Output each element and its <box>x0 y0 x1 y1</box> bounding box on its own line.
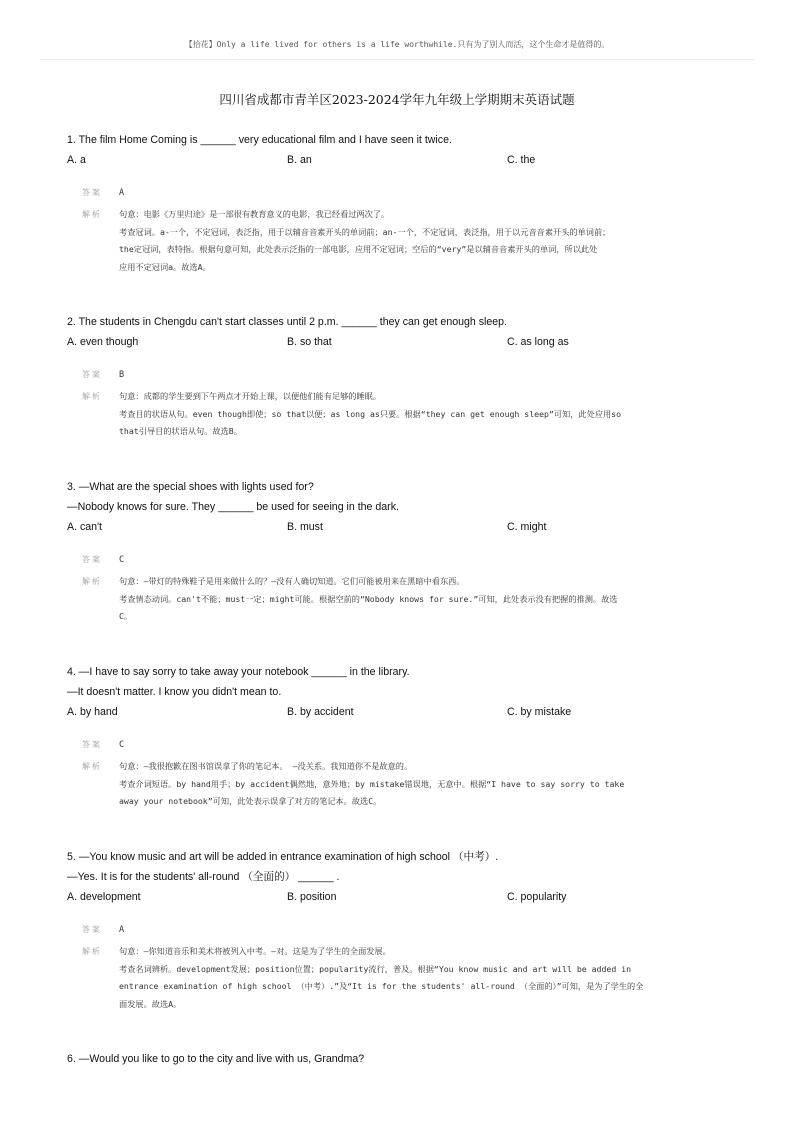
option-a: A. development <box>67 891 141 903</box>
answer-label: 答案 <box>82 740 102 749</box>
answer-value: C <box>119 740 125 750</box>
answer-value: A <box>119 925 125 935</box>
answer-value: C <box>119 555 125 565</box>
answer-row <box>67 736 727 754</box>
analysis-row <box>67 206 727 276</box>
analysis-line: 应用不定冠词a。故选A。 <box>119 261 211 272</box>
question-2 <box>67 312 727 441</box>
analysis-row <box>67 388 727 441</box>
question-4 <box>67 662 727 811</box>
question-options <box>67 517 727 537</box>
question-stem: 1. The film Home Coming is ______ very educational film and I have seen it twice. <box>67 134 452 146</box>
option-c: C. popularity <box>507 891 567 903</box>
analysis-line: 考查情态动词。can't不能；must一定；might可能。根据空前的“Nobody knows for sure.”可知，此处表示没有把握的推测。故选 <box>119 593 618 604</box>
answer-label: 答案 <box>82 370 102 379</box>
answer-row <box>67 921 727 939</box>
option-c: C. might <box>507 521 547 533</box>
analysis-line: entrance examination of high school （中考）.”及“It is for the students' all-round （全面的）”可知，是为了学生的全 <box>119 981 644 991</box>
question-5 <box>67 847 727 1013</box>
analysis-line: 考查介词短语。by hand用手；by accident偶然地，意外地；by mistake错误地，无意中。根据“I have to say sorry to take <box>119 778 625 789</box>
analysis-label: 解析 <box>82 577 102 586</box>
analysis-label: 解析 <box>82 947 102 956</box>
option-a: A. can't <box>67 521 102 533</box>
analysis-row <box>67 943 727 1013</box>
answer-row <box>67 184 727 202</box>
question-stem: —It doesn't matter. I know you didn't mean to. <box>67 686 282 698</box>
analysis-text <box>119 758 713 811</box>
answer-label: 答案 <box>82 188 102 197</box>
header-quote: 【拾花】Only a life lived for others is a life worthwhile.只有为了别人而活，这个生命才是值得的。 <box>184 40 610 49</box>
answer-label: 答案 <box>82 925 102 934</box>
question-stem: 5. —You know music and art will be added in entrance examination of high school （中考）. <box>67 851 499 863</box>
question-options <box>67 332 727 352</box>
analysis-line: 句意：—我很抱歉在图书馆误拿了你的笔记本。 —没关系。我知道你不是故意的。 <box>119 761 413 771</box>
analysis-line: the定冠词，表特指。根据句意可知，此处表示泛指的一部电影，应用不定冠词；空后的“very”是以辅音音素开头的单词，所以此处 <box>119 244 598 254</box>
analysis-text <box>119 573 713 626</box>
option-c: C. the <box>507 154 536 166</box>
analysis-text <box>119 388 713 441</box>
option-b: B. so that <box>287 336 332 348</box>
analysis-line: 句意：—带灯的特殊鞋子是用来做什么的？—没有人确切知道。它们可能被用来在黑暗中看东西。 <box>119 576 465 586</box>
analysis-line: that引导目的状语从句。故选B。 <box>119 426 242 436</box>
analysis-line: 考查冠词。a-一个，不定冠词，表泛指，用于以辅音音素开头的单词前；an-一个，不定冠词，表泛指，用于以元音音素开头的单词前； <box>119 226 611 237</box>
question-options <box>67 702 727 722</box>
question-stem: 2. The students in Chengdu can't start classes until 2 p.m. ______ they can get enough sleep. <box>67 316 507 328</box>
analysis-text <box>119 206 713 276</box>
question-stem: 6. —Would you like to go to the city and live with us, Grandma? <box>67 1053 365 1065</box>
option-c: C. as long as <box>507 336 569 348</box>
question-stem: —Nobody knows for sure. They ______ be used for seeing in the dark. <box>67 501 399 513</box>
question-3 <box>67 477 727 626</box>
analysis-row <box>67 758 727 811</box>
question-stem: 4. —I have to say sorry to take away your notebook ______ in the library. <box>67 666 410 678</box>
option-b: B. by accident <box>287 706 354 718</box>
question-options <box>67 887 727 907</box>
option-a: A. by hand <box>67 706 118 718</box>
analysis-line: 句意：—你知道音乐和美术将被列入中考。—对。这是为了学生的全面发展。 <box>119 946 391 956</box>
option-b: B. must <box>287 521 323 533</box>
analysis-line: C。 <box>119 611 133 621</box>
option-b: B. an <box>287 154 312 166</box>
answer-row <box>67 366 727 384</box>
answer-value: A <box>119 188 125 198</box>
answer-row <box>67 551 727 569</box>
analysis-line: 句意：电影《万里归途》是一部很有教育意义的电影，我已经看过两次了。 <box>119 209 390 219</box>
analysis-label: 解析 <box>82 210 102 219</box>
analysis-text <box>119 943 713 1013</box>
question-1 <box>67 130 727 276</box>
analysis-line: 考查目的状语从句。even though即使；so that以便；as long as只要。根据“they can get enough sleep”可知，此处应用so <box>119 408 622 419</box>
answer-value: B <box>119 370 125 380</box>
option-a: A. a <box>67 154 86 166</box>
analysis-label: 解析 <box>82 762 102 771</box>
option-c: C. by mistake <box>507 706 572 718</box>
header-divider <box>40 59 754 60</box>
analysis-row <box>67 573 727 626</box>
analysis-line: 面发展。故选A。 <box>119 998 182 1009</box>
question-6 <box>67 1049 727 1069</box>
option-b: B. position <box>287 891 337 903</box>
question-options <box>67 150 727 170</box>
answer-label: 答案 <box>82 555 102 564</box>
analysis-label: 解析 <box>82 392 102 401</box>
question-stem: 3. —What are the special shoes with lights used for? <box>67 481 314 493</box>
page-title: 四川省成都市青羊区2023-2024学年九年级上学期期末英语试题 <box>219 92 575 107</box>
question-stem: —Yes. It is for the students' all-round （全面的） ______ . <box>67 871 340 883</box>
analysis-line: 考查名词辨析。development发展；position位置；popularity流行，普及。根据“You know music and art will be added in <box>119 963 632 974</box>
analysis-line: 句意：成都的学生要到下午两点才开始上课，以便他们能有足够的睡眠。 <box>119 391 382 401</box>
analysis-line: away your notebook”可知，此处表示误拿了对方的笔记本。故选C。 <box>119 796 382 806</box>
option-a: A. even though <box>67 336 139 348</box>
